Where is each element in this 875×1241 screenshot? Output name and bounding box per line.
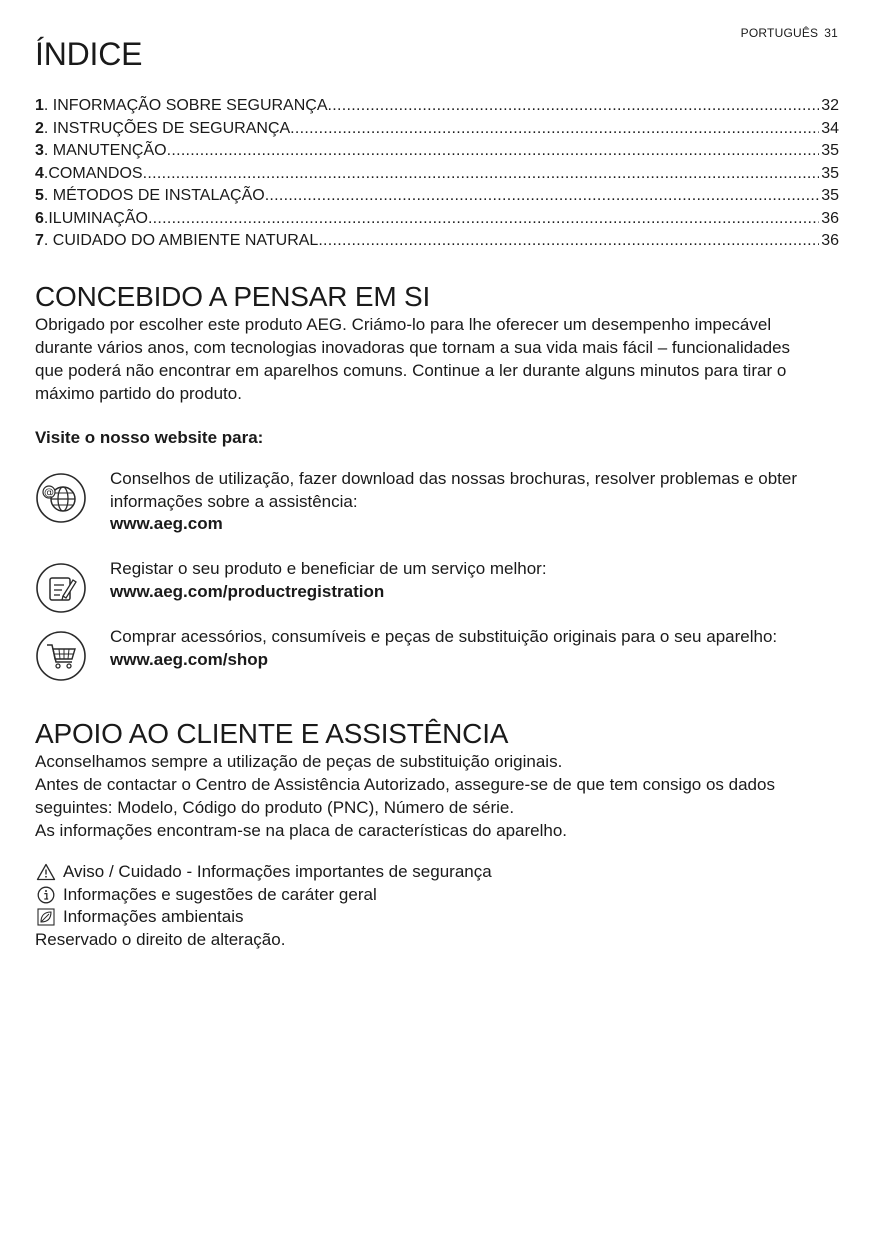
table-of-contents xyxy=(35,95,839,253)
toc-leader xyxy=(148,208,819,231)
toc-separator: . xyxy=(43,232,53,249)
toc-number: 2 xyxy=(35,119,44,137)
toc-number: 3 xyxy=(35,142,44,159)
toc-leader xyxy=(143,163,820,186)
toc-entry[interactable] xyxy=(35,185,839,208)
globe-at-icon xyxy=(35,472,87,524)
toc-page: 35 xyxy=(821,164,839,182)
toc-label: MÉTODOS DE INSTALAÇÃO xyxy=(52,187,265,204)
symbol-legend xyxy=(35,861,492,951)
legend-item xyxy=(35,884,492,907)
toc-separator: . xyxy=(43,209,49,227)
toc-page: 32 xyxy=(821,97,839,114)
warning-icon xyxy=(35,863,57,881)
toc-leader xyxy=(167,140,820,163)
support-line: Aconselhamos sempre a utilização de peças de substituição originais. xyxy=(35,752,563,771)
service-text-registration: Registar o seu produto e beneficiar de um serviço melhor: xyxy=(110,559,547,578)
toc-number: 7 xyxy=(35,232,44,249)
service-text-shop: Comprar acessórios, consumíveis e peças de substituição originais para o seu aparelho: xyxy=(110,627,778,646)
toc-page: 36 xyxy=(821,209,839,227)
leaf-icon xyxy=(35,908,57,926)
toc-separator: . xyxy=(43,164,49,182)
index-title: ÍNDICE xyxy=(35,36,143,72)
legend-text: Informações e sugestões de caráter geral xyxy=(63,884,377,904)
service-text-advice: Conselhos de utilização, fazer download das nossas brochuras, resolver problemas e obter informações sobre a assistência: xyxy=(110,469,797,511)
toc-leader xyxy=(318,230,819,253)
toc-entry[interactable] xyxy=(35,208,839,231)
toc-entry[interactable] xyxy=(35,163,839,186)
toc-label: MANUTENÇÃO xyxy=(52,142,167,159)
designed-for-you-title: CONCEBIDO A PENSAR EM SI xyxy=(35,281,431,312)
svg-text:@: @ xyxy=(44,487,54,499)
toc-entry[interactable] xyxy=(35,95,839,118)
toc-leader xyxy=(265,185,820,208)
support-line: Antes de contactar o Centro de Assistência Autorizado, assegure-se de que tem consigo os dados seguintes: Modelo, Código do produto (PNC), Número de série. xyxy=(35,775,775,817)
toc-page: 36 xyxy=(821,232,839,249)
toc-entry[interactable] xyxy=(35,140,839,163)
toc-number: 4 xyxy=(35,164,44,182)
toc-number: 5 xyxy=(35,187,44,204)
toc-label: ILUMINAÇÃO xyxy=(48,209,148,227)
toc-separator: . xyxy=(43,142,53,159)
toc-page: 35 xyxy=(821,187,839,204)
legend-text: Aviso / Cuidado - Informações importantes de segurança xyxy=(63,862,492,881)
visit-website-label: Visite o nosso website para: xyxy=(35,428,264,447)
intro-paragraph: Obrigado por escolher este produto AEG. Criámo-lo para lhe oferecer um desempenho impecável durante vários anos, com tecnologias inovadoras que tornam a sua vida mais fácil – funcionalidades que poderá não encontrar em aparelhos comuns. Continue a ler durante alguns minutos para tirar o máximo partido do produto. xyxy=(35,315,791,403)
toc-label: INFORMAÇÃO SOBRE SEGURANÇA xyxy=(52,97,328,114)
link-aeg[interactable]: www.aeg.com xyxy=(110,514,223,533)
toc-entry[interactable] xyxy=(35,230,839,253)
support-paragraph xyxy=(35,750,825,842)
toc-page: 35 xyxy=(821,142,839,159)
legend-text: Informações ambientais xyxy=(63,907,244,926)
toc-leader xyxy=(328,95,820,118)
toc-label: CUIDADO DO AMBIENTE NATURAL xyxy=(52,232,319,249)
page-header xyxy=(741,26,838,40)
link-shop[interactable]: www.aeg.com/shop xyxy=(110,649,269,669)
toc-entry[interactable] xyxy=(35,118,839,141)
toc-label: COMANDOS xyxy=(48,164,143,182)
registration-pen-icon xyxy=(35,562,87,614)
page-number: 31 xyxy=(824,26,838,40)
toc-separator: . xyxy=(43,119,53,137)
support-line: As informações encontram-se na placa de características do aparelho. xyxy=(35,821,567,840)
customer-support-title: APOIO AO CLIENTE E ASSISTÊNCIA xyxy=(35,718,509,749)
shopping-cart-icon xyxy=(35,630,87,682)
language-label: PORTUGUÊS xyxy=(740,26,819,40)
toc-label: INSTRUÇÕES DE SEGURANÇA xyxy=(52,119,291,137)
toc-number: 1 xyxy=(35,97,44,114)
toc-separator: . xyxy=(43,187,53,204)
info-icon xyxy=(35,886,57,904)
link-productregistration[interactable]: www.aeg.com/productregistration xyxy=(110,581,385,601)
toc-number: 6 xyxy=(35,209,44,227)
reserved-rights: Reservado o direito de alteração. xyxy=(35,929,286,949)
legend-item xyxy=(35,906,492,929)
toc-separator: . xyxy=(43,97,53,114)
legend-item xyxy=(35,861,492,884)
toc-leader xyxy=(290,118,819,141)
toc-page: 34 xyxy=(821,119,839,137)
